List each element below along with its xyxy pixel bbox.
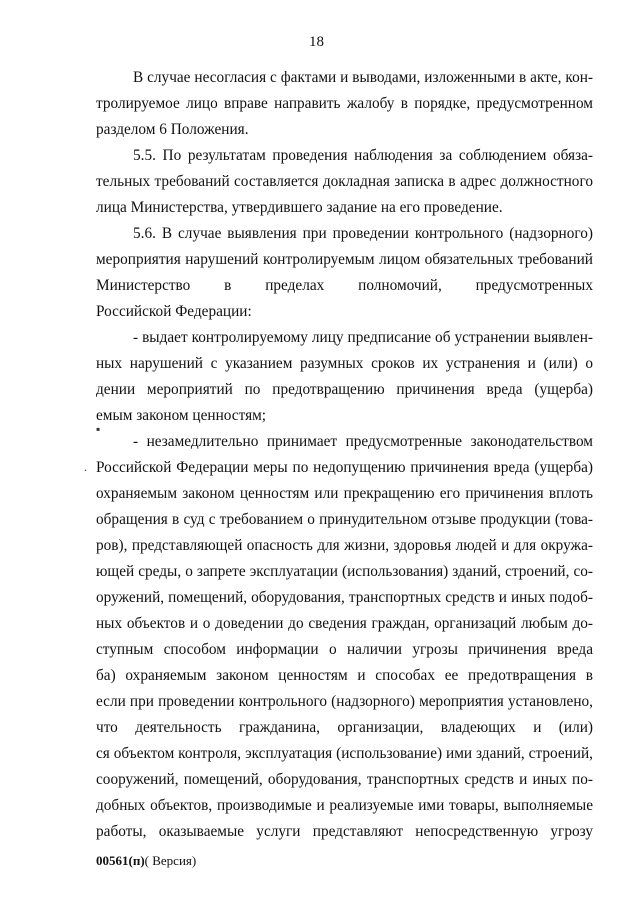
- text-line: оружений, помещений, оборудования, транспортных средств и иных подоб-: [96, 589, 593, 606]
- text-line: ступным способом информации о наличии угрозы причинения вреда: [96, 641, 593, 658]
- text-line: В случае несогласия с фактами и выводами, изложенными в акте, кон-: [133, 69, 593, 86]
- text-line: - выдает контролируемому лицу предписание об устранении выявлен-: [133, 329, 593, 346]
- text-line: ся объектом контроля, эксплуатация (использование) ими зданий, строений,: [96, 745, 593, 762]
- text-line: 5.5. По результатам проведения наблюдения за соблюдением обяза-: [133, 147, 593, 164]
- text-line: ющей среды, о запрете эксплуатации (использования) зданий, строений, со-: [96, 563, 593, 580]
- document-code: 00561(п): [96, 853, 145, 868]
- text-line: если при проведении контрольного (надзорного) мероприятия установлено,: [96, 693, 593, 710]
- text-line: ных объектов и о доведении до сведения граждан, организаций любым до-: [96, 615, 593, 632]
- text-line: Российской Федерации меры по недопущению причинения вреда (ущерба): [96, 459, 593, 476]
- text-line: охраняемым законом ценностям или прекращению его причинения вплоть: [96, 485, 593, 502]
- text-line: тельных требований составляется докладная записка в адрес должностного: [96, 173, 593, 190]
- text-line: что деятельность гражданина, организации, владеющих и (или): [96, 719, 593, 736]
- text-line: добных объектов, производимые и реализуемые ими товары, выполняемые: [96, 797, 593, 814]
- text-line: 5.6. В случае выявления при проведении контрольного (надзорного): [133, 225, 593, 242]
- text-line: тролируемое лицо вправе направить жалобу в порядке, предусмотренном: [96, 95, 593, 112]
- text-line: дении мероприятий по предотвращению причинения вреда (ущерба): [96, 381, 593, 398]
- scan-speck: ▪: [96, 422, 101, 436]
- text-line: сооружений, помещений, оборудования, транспортных средств и иных по-: [96, 771, 593, 788]
- text-line: ба) охраняемым законом ценностям и способах ее предотвращения в: [96, 667, 593, 684]
- text-line: лица Министерства, утвердившего задание на его проведение.: [96, 199, 503, 216]
- text-line: ных нарушений с указанием разумных сроков их устранения и (или) о: [96, 355, 593, 372]
- text-line: работы, оказываемые услуги представляют непосредственную угрозу: [96, 823, 593, 840]
- scan-speck: .: [84, 460, 87, 474]
- text-line: Российской Федерации:: [96, 303, 252, 320]
- text-line: Министерство в пределах полномочий, предусмотренных: [96, 277, 593, 294]
- text-line: мероприятия нарушений контролируемым лицом обязательных требований: [96, 251, 593, 268]
- page-number: 18: [309, 34, 324, 50]
- text-line: разделом 6 Положения.: [96, 121, 249, 138]
- text-line: - незамедлительно принимает предусмотренные законодательством: [133, 433, 593, 450]
- text-line: ров), представляющей опасность для жизни, здоровья людей и для окружа-: [96, 537, 593, 554]
- document-version: ( Версия): [144, 853, 197, 868]
- text-line: емым законом ценностям;: [96, 407, 267, 424]
- document-footer: [96, 853, 196, 869]
- text-line: обращения в суд с требованием о принудительном отзыве продукции (това-: [96, 511, 593, 528]
